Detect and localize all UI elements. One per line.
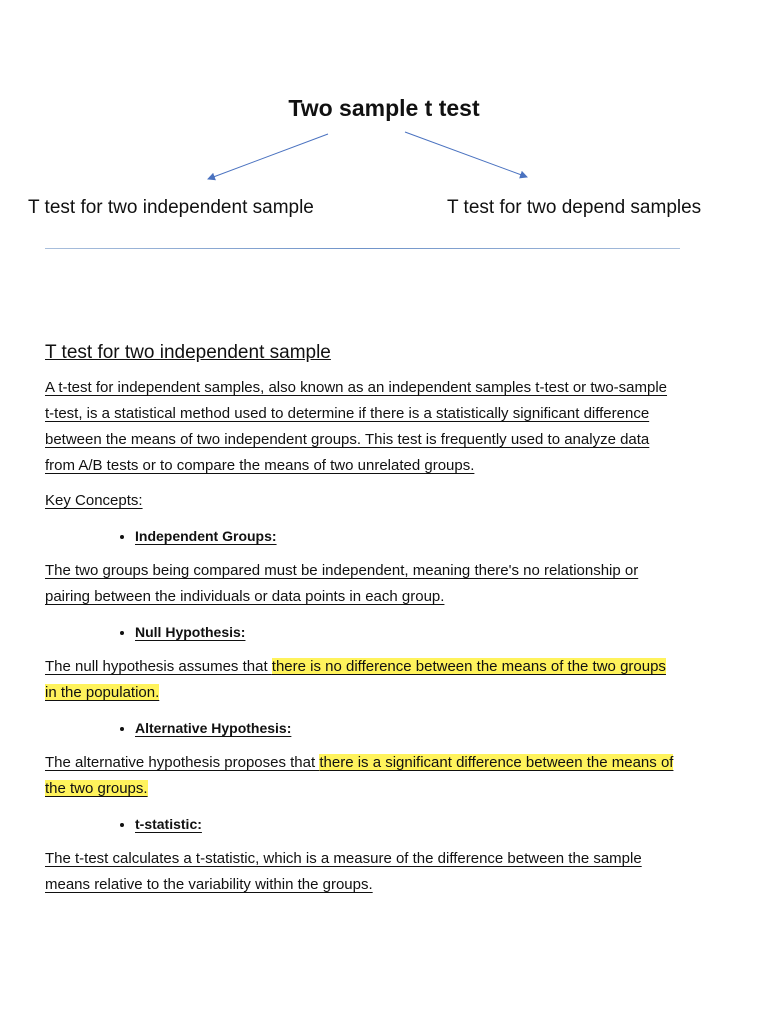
concept-text-alternative-hypothesis: [45, 750, 675, 802]
horizontal-divider: [45, 248, 680, 249]
concept-text: The two groups being compared must be independent, meaning there's no relationship or pairing between the individuals or data points in each group.: [45, 562, 639, 605]
concept-bullet-list: [45, 523, 675, 549]
concept-title-independent-groups: • Independent Groups:: [135, 523, 675, 549]
concept-title-alternative-hypothesis: • Alternative Hypothesis:: [135, 715, 675, 741]
concept-text-null-hypothesis: [45, 654, 675, 706]
left-branch-label: T test for two independent sample: [28, 197, 314, 218]
right-branch-label: T test for two depend samples: [447, 197, 702, 218]
branch-arrows: [0, 0, 768, 260]
key-concepts-label: Key Concepts:: [45, 492, 143, 509]
intro-paragraph: A t-test for independent samples, also known as an independent samples t-test or two-sample t-test, is a statistical method used to determine if there is a statistically significant difference between the means of two independent groups. This test is frequently used to analyze data from A/B tests or to compare the means of two unrelated groups.: [45, 379, 668, 474]
section-heading: T test for two independent sample: [45, 342, 331, 363]
concept-text-t-statistic: [45, 846, 675, 898]
independent-sample-section: [45, 340, 675, 907]
concept-bullet-list: [45, 619, 675, 645]
concept-title-null-hypothesis: • Null Hypothesis:: [135, 619, 675, 645]
concept-title-t-statistic: • t-statistic:: [135, 811, 675, 837]
highlighted-text: there is a significant difference between the means of the two groups.: [45, 754, 674, 797]
left-arrow: [208, 134, 328, 179]
diagram-title: Two sample t test: [288, 95, 480, 121]
concept-text: The null hypothesis assumes that: [45, 658, 272, 675]
highlighted-text: there is no difference between the means of the two groups in the population.: [45, 658, 666, 701]
concept-text: The t-test calculates a t-statistic, which is a measure of the difference between the sample means relative to the variability within the groups.: [45, 850, 642, 893]
concept-text: The alternative hypothesis proposes that: [45, 754, 320, 771]
concept-text-independent-groups: [45, 558, 675, 610]
concept-bullet-list: [45, 715, 675, 741]
right-arrow: [405, 132, 527, 177]
concept-bullet-list: [45, 811, 675, 837]
